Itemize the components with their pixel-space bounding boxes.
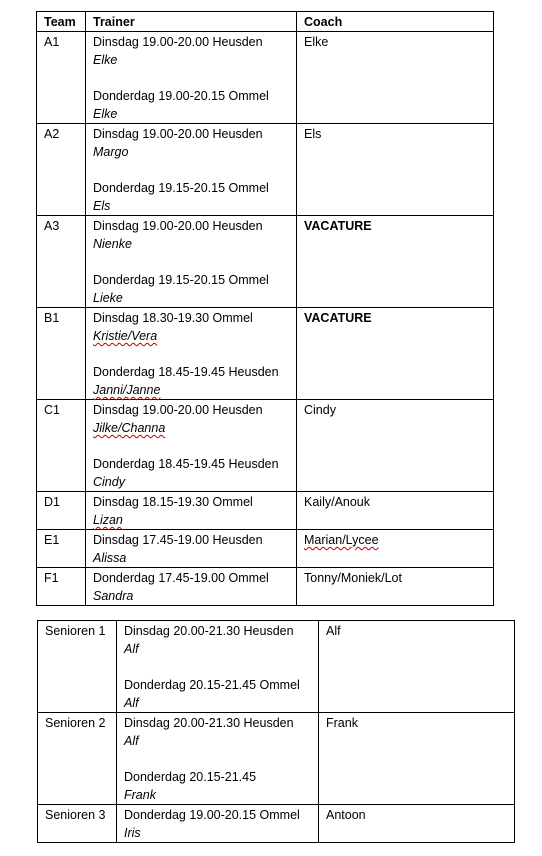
- trainer-name: [93, 327, 289, 345]
- teams-schedule-table: [36, 11, 494, 606]
- coach-cell: Tonny/Moniek/Lot: [297, 568, 494, 606]
- seniors-schedule-table: [37, 620, 515, 843]
- coach-cell: [297, 530, 494, 568]
- trainer-name: [93, 381, 289, 399]
- table-row-d1: [37, 492, 494, 530]
- team-cell: Senioren 2: [38, 713, 117, 805]
- coach-cell: Cindy: [297, 400, 494, 492]
- coach-cell: Frank: [319, 713, 515, 805]
- training-time: Dinsdag 18.30-19.30 Ommel: [93, 311, 253, 325]
- coach-cell: Els: [297, 124, 494, 216]
- trainer-name: Lieke: [93, 291, 123, 305]
- trainer-cell: [86, 400, 297, 492]
- table-row-senioren-1: [38, 621, 515, 713]
- table-row-f1: [37, 568, 494, 606]
- trainer-name: Alissa: [93, 551, 127, 565]
- training-time: Donderdag 20.15-21.45: [124, 770, 257, 784]
- table-row-c1: [37, 400, 494, 492]
- team-cell: A2: [37, 124, 86, 216]
- training-time: Donderdag 17.45-19.00 Ommel: [93, 571, 269, 585]
- training-time: Dinsdag 18.15-19.30 Ommel: [93, 495, 253, 509]
- coach-name-text: Marian/Lycee: [304, 533, 379, 547]
- trainer-name: Elke: [93, 53, 118, 67]
- coach-cell: Elke: [297, 32, 494, 124]
- trainer-cell: [86, 308, 297, 400]
- training-time: Dinsdag 19.00-20.00 Heusden: [93, 35, 263, 49]
- trainer-cell: [86, 568, 297, 606]
- team-cell: Senioren 3: [38, 805, 117, 843]
- team-cell: A3: [37, 216, 86, 308]
- coach-cell: Antoon: [319, 805, 515, 843]
- trainer-name: Alf: [124, 642, 139, 656]
- table-row-b1: [37, 308, 494, 400]
- header-coach: Coach: [297, 12, 494, 32]
- trainer-name-text: Kristie/Vera: [93, 329, 158, 343]
- header-row: [37, 12, 494, 32]
- training-time: Dinsdag 19.00-20.00 Heusden: [93, 219, 263, 233]
- training-time: Donderdag 18.45-19.45 Heusden: [93, 457, 279, 471]
- team-cell: Senioren 1: [38, 621, 117, 713]
- coach-vacancy: VACATURE: [297, 216, 494, 308]
- trainer-cell: [86, 216, 297, 308]
- header-team: Team: [37, 12, 86, 32]
- trainer-cell: [86, 124, 297, 216]
- team-cell: F1: [37, 568, 86, 606]
- table-row-a3: [37, 216, 494, 308]
- trainer-cell: [117, 621, 319, 713]
- trainer-cell: [117, 713, 319, 805]
- training-time: Dinsdag 20.00-21.30 Heusden: [124, 624, 294, 638]
- trainer-name: [93, 419, 289, 437]
- coach-cell: Kaily/Anouk: [297, 492, 494, 530]
- trainer-cell: [86, 32, 297, 124]
- table-row-senioren-3: [38, 805, 515, 843]
- trainer-cell: [86, 530, 297, 568]
- team-cell: E1: [37, 530, 86, 568]
- team-cell: A1: [37, 32, 86, 124]
- coach-vacancy: VACATURE: [297, 308, 494, 400]
- trainer-name: Alf: [124, 734, 139, 748]
- trainer-name: Margo: [93, 145, 129, 159]
- training-time: Donderdag 18.45-19.45 Heusden: [93, 365, 279, 379]
- trainer-name: Elke: [93, 107, 118, 121]
- trainer-name: Alf: [124, 696, 139, 710]
- trainer-name: Nienke: [93, 237, 132, 251]
- training-time: Donderdag 19.15-20.15 Ommel: [93, 181, 269, 195]
- training-time: Dinsdag 20.00-21.30 Heusden: [124, 716, 294, 730]
- trainer-cell: [117, 805, 319, 843]
- trainer-name: Iris: [124, 826, 141, 840]
- trainer-name: [93, 511, 289, 529]
- table-row-senioren-2: [38, 713, 515, 805]
- trainer-name: Sandra: [93, 589, 134, 603]
- trainer-name-text: Jilke/Channa: [93, 421, 166, 435]
- trainer-name-text: Lizan: [93, 513, 123, 527]
- trainer-name-text: Janni/Janne: [93, 383, 161, 397]
- table-row-a2: [37, 124, 494, 216]
- training-time: Donderdag 19.15-20.15 Ommel: [93, 273, 269, 287]
- trainer-name: Frank: [124, 788, 156, 802]
- table-row-e1: [37, 530, 494, 568]
- trainer-name: Cindy: [93, 475, 125, 489]
- team-cell: D1: [37, 492, 86, 530]
- table-row-a1: [37, 32, 494, 124]
- training-time: Donderdag 19.00-20.15 Ommel: [93, 89, 269, 103]
- training-time: Dinsdag 17.45-19.00 Heusden: [93, 533, 263, 547]
- coach-cell: Alf: [319, 621, 515, 713]
- training-time: Donderdag 20.15-21.45 Ommel: [124, 678, 300, 692]
- trainer-cell: [86, 492, 297, 530]
- training-time: Dinsdag 19.00-20.00 Heusden: [93, 127, 263, 141]
- training-time: Dinsdag 19.00-20.00 Heusden: [93, 403, 263, 417]
- trainer-name: Els: [93, 199, 111, 213]
- team-cell: C1: [37, 400, 86, 492]
- training-time: Donderdag 19.00-20.15 Ommel: [124, 808, 300, 822]
- team-cell: B1: [37, 308, 86, 400]
- header-trainer: Trainer: [86, 12, 297, 32]
